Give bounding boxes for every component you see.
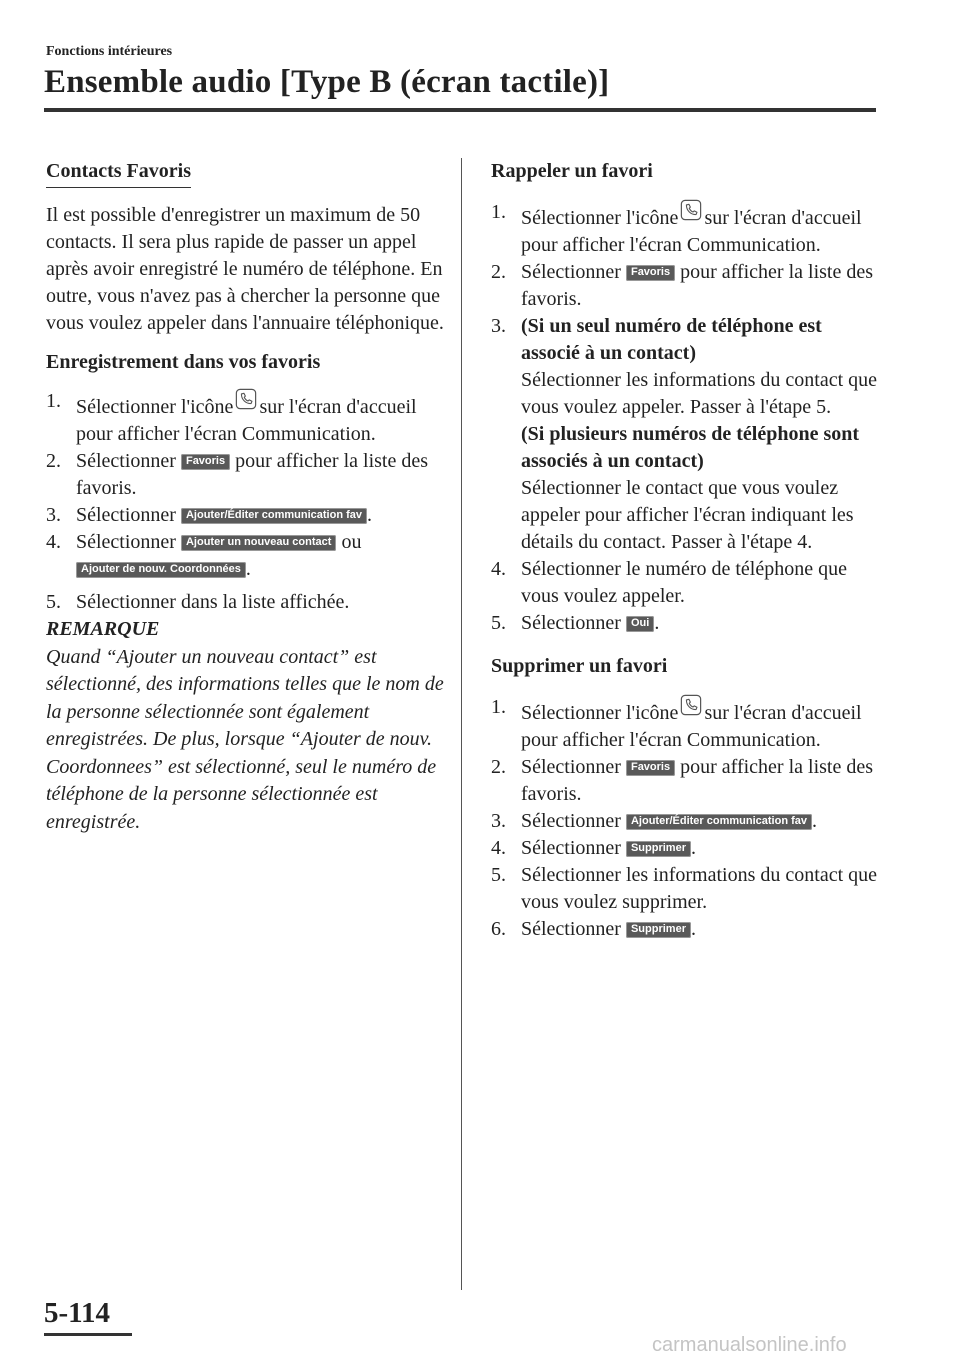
note-label: REMARQUE	[46, 618, 160, 640]
step-text: Sélectionner les informations du contact que vous voulez supprimer.	[521, 864, 878, 913]
phone-icon	[235, 388, 257, 410]
favoris-button[interactable]: Favoris	[181, 454, 230, 470]
step-text: Sélectionner	[76, 450, 176, 472]
list-item	[491, 754, 881, 808]
note-text: Quand “Ajouter un nouveau contact” est sélectionné, des informations telles que le nom de la personne sélectionnée sont également enregistrées. De plus, lorsque “Ajouter de nouv. Coordonnees” est sélectionné, seul le numéro de téléphone de la personne sélectionnée est enregistrée.	[46, 645, 444, 833]
delete-steps	[491, 694, 881, 943]
step-text: Sélectionner	[521, 918, 621, 940]
step-text: pour afficher la liste des favoris.	[76, 450, 428, 499]
list-item	[46, 589, 446, 616]
phone-icon	[680, 694, 702, 716]
step-number: 4.	[46, 531, 61, 553]
recall-steps	[491, 199, 881, 637]
step-number: 5.	[491, 612, 506, 634]
step-number: 2.	[46, 450, 61, 472]
list-item	[491, 916, 881, 943]
add-new-contact-button[interactable]: Ajouter un nouveau contact	[181, 535, 336, 551]
favoris-button[interactable]: Favoris	[626, 760, 675, 776]
list-item	[46, 388, 446, 448]
step-number: 1.	[46, 390, 61, 412]
right-column	[491, 158, 881, 943]
step-text: sur l'écran d'accueil pour afficher l'écran Communication.	[521, 702, 862, 751]
step-number: 4.	[491, 837, 506, 859]
step-text: .	[690, 918, 696, 940]
step-text: Sélectionner	[76, 504, 176, 526]
step-text: Sélectionner l'icône	[521, 207, 679, 229]
step-text: .	[367, 504, 372, 526]
step-number: 5.	[46, 591, 61, 613]
step-text: Sélectionner	[76, 531, 176, 553]
step-text: .	[812, 810, 817, 832]
step-text: Sélectionner le contact que vous voulez appeler pour afficher l'écran indiquant les détails du contact. Passer à l'étape 4.	[521, 477, 854, 553]
list-item	[491, 556, 881, 610]
step-text: Sélectionner	[521, 756, 621, 778]
step-number: 1.	[491, 201, 506, 223]
edit-favorites-button[interactable]: Ajouter/Éditer communication fav	[626, 814, 812, 830]
step-number: 2.	[491, 756, 506, 778]
list-item	[491, 259, 881, 313]
step-text: pour afficher la liste des favoris.	[521, 261, 873, 310]
step-text: Sélectionner le numéro de téléphone que vous voulez appeler.	[521, 558, 847, 607]
step-text: Sélectionner dans la liste affichée.	[76, 591, 350, 613]
subtitle-contacts-favoris: Contacts Favoris	[46, 158, 191, 188]
recall-heading: Rappeler un favori	[491, 160, 653, 182]
list-item	[491, 694, 881, 754]
list-item	[46, 502, 446, 529]
list-item	[46, 529, 446, 583]
step-text: Sélectionner	[521, 837, 621, 859]
step-text: .	[690, 837, 696, 859]
delete-heading: Supprimer un favori	[491, 655, 668, 677]
condition-multiple: (Si plusieurs numéros de téléphone sont associés à un contact)	[521, 423, 860, 472]
column-divider	[461, 158, 462, 1290]
step-number: 5.	[491, 864, 506, 886]
list-item	[491, 610, 881, 637]
step-text: sur l'écran d'accueil pour afficher l'écran Communication.	[76, 396, 417, 445]
list-item	[491, 835, 881, 862]
step-text: Sélectionner	[521, 810, 621, 832]
list-item	[491, 313, 881, 556]
step-text: Sélectionner les informations du contact que vous voulez appeler. Passer à l'étape 5.	[521, 369, 878, 418]
edit-favorites-button[interactable]: Ajouter/Éditer communication fav	[181, 508, 367, 524]
header-rule	[44, 108, 876, 112]
step-number: 1.	[491, 696, 506, 718]
favoris-button[interactable]: Favoris	[626, 265, 675, 281]
page-title: Ensemble audio [Type B (écran tactile)]	[44, 64, 610, 100]
supprimer-button[interactable]: Supprimer	[626, 922, 691, 938]
step-text: ou	[341, 531, 362, 553]
step-number: 4.	[491, 558, 506, 580]
step-number: 6.	[491, 918, 506, 940]
note-block	[46, 616, 446, 836]
step-text: sur l'écran d'accueil pour afficher l'écran Communication.	[521, 207, 862, 256]
step-text: .	[245, 558, 251, 580]
step-number: 3.	[491, 810, 506, 832]
watermark-text: carmanualsonline.info	[652, 1334, 847, 1356]
list-item	[491, 199, 881, 259]
page-number: 5-114	[44, 1297, 111, 1329]
left-column	[46, 158, 446, 836]
condition-single: (Si un seul numéro de téléphone est associé à un contact)	[521, 315, 822, 364]
step-text: Sélectionner	[521, 261, 621, 283]
supprimer-button[interactable]: Supprimer	[626, 841, 691, 857]
step-text: Sélectionner	[521, 612, 621, 634]
step-text: .	[654, 612, 660, 634]
intro-paragraph: Il est possible d'enregistrer un maximum de 50 contacts. Il sera plus rapide de passer un appel après avoir enregistré le numéro de téléphone. En outre, vous n'avez pas à chercher la personne que vous voulez appeler dans l'annuaire téléphonique.	[46, 204, 444, 334]
page-number-underline	[44, 1333, 132, 1336]
add-new-details-button[interactable]: Ajouter de nouv. Coordonnées	[76, 562, 246, 578]
register-heading: Enregistrement dans vos favoris	[46, 351, 321, 373]
step-number: 3.	[46, 504, 61, 526]
step-text: pour afficher la liste des favoris.	[521, 756, 873, 805]
section-label: Fonctions intérieures	[46, 44, 173, 59]
step-text: Sélectionner l'icône	[521, 702, 679, 724]
list-item	[491, 808, 881, 835]
oui-button[interactable]: Oui	[626, 616, 654, 632]
list-item	[491, 862, 881, 916]
phone-icon	[680, 199, 702, 221]
step-number: 2.	[491, 261, 506, 283]
list-item	[46, 448, 446, 502]
register-steps	[46, 388, 446, 616]
step-number: 3.	[491, 315, 506, 337]
step-text: Sélectionner l'icône	[76, 396, 234, 418]
